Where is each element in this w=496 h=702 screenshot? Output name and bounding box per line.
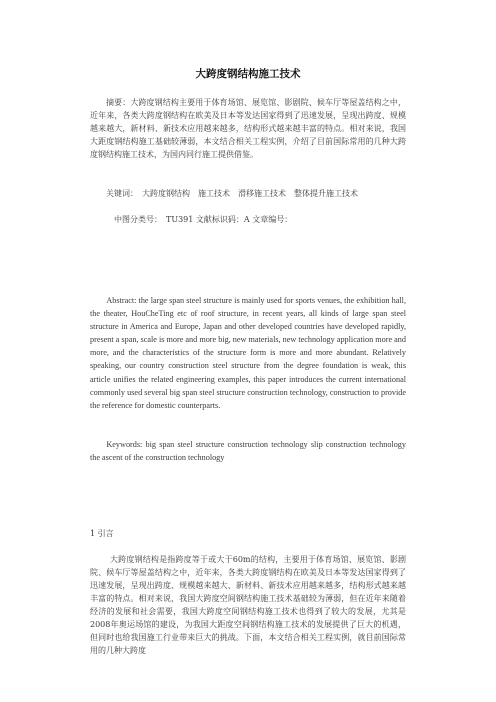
chinese-abstract: 摘要：大跨度钢结构主要用于体育场馆、展览馆、影剧院、候车厅等屋盖结构之中，近年来，各类大跨度钢结构在欧美及日本等发达国家得到了迅速发展，呈现出跨度、规模越来越大，新材料、新技术应用越来越多，结构形式越来越丰富的特点。相对来说，我国大距度钢结构施工基础较薄弱，本文结合相关工程实例，介绍了目前国际常用的几种大跨度钢结构施工技术，为国内同行施工提供借鉴。 — [90, 98, 406, 159]
paper-title: 大跨度钢结构施工技术 — [195, 68, 301, 80]
intro-paragraph: 大跨度钢结构是指跨度等于或大于60m的结构，主要用于体育场馆、展览馆、影剧院、候车厅等屋盖结构之中，近年来，各类大跨度钢结构在欧美及日本等发达国家得到了迅速发展，呈现出跨度、规模越来越大、新材料、新技术应用越来越多，结构形式越来越丰富的特点。相对来说，我国大跨度空间钢结构施工技术基础较为薄弱，但在近年来随着经济的发展和社会需要，我国大跨度空间钢结构施工技术也得到了较大的发展，尤其是2008年奥运场馆的建设，为我国大距度空间钢结构施工技术的发展提供了巨大的机遇，但同时也给我国施工行业带来巨大的挑战。下面，本文结合相关工程实例，就目前国际常用的几种大跨度 — [90, 555, 406, 655]
english-keywords: Keywords: big span steel structure construction technology slip construction technology the ascent of the construction technology — [90, 440, 406, 463]
chinese-keywords: 关键词： 大跨度钢结构 施工技术 滑移施工技术 整体提升施工技术 — [106, 189, 358, 198]
section-heading: 1 引言 — [90, 529, 114, 538]
classification-line: 中图分类号： TU391 文献标识码：A 文章编号： — [114, 215, 293, 224]
english-abstract: Abstract: the large span steel structure is mainly used for sports venues, the exhibition hall, the theater, HouCheTing etc of roof structure, in recent years, all kinds of large span steel structure in America and Europe, Japan and other developed countries have developed rapidly, present a span, scale is more and more big, new materials, new technology application more and more, and the characteristics of the structure form is more and more abundant. Relatively speaking, our country construction steel structure from the degree foundation is weak, this article unifies the related engineering examples, this paper introduces the current international commonly used several big span steel structure construction technology, construction to provide the reference for domestic counterparts. — [90, 296, 406, 410]
